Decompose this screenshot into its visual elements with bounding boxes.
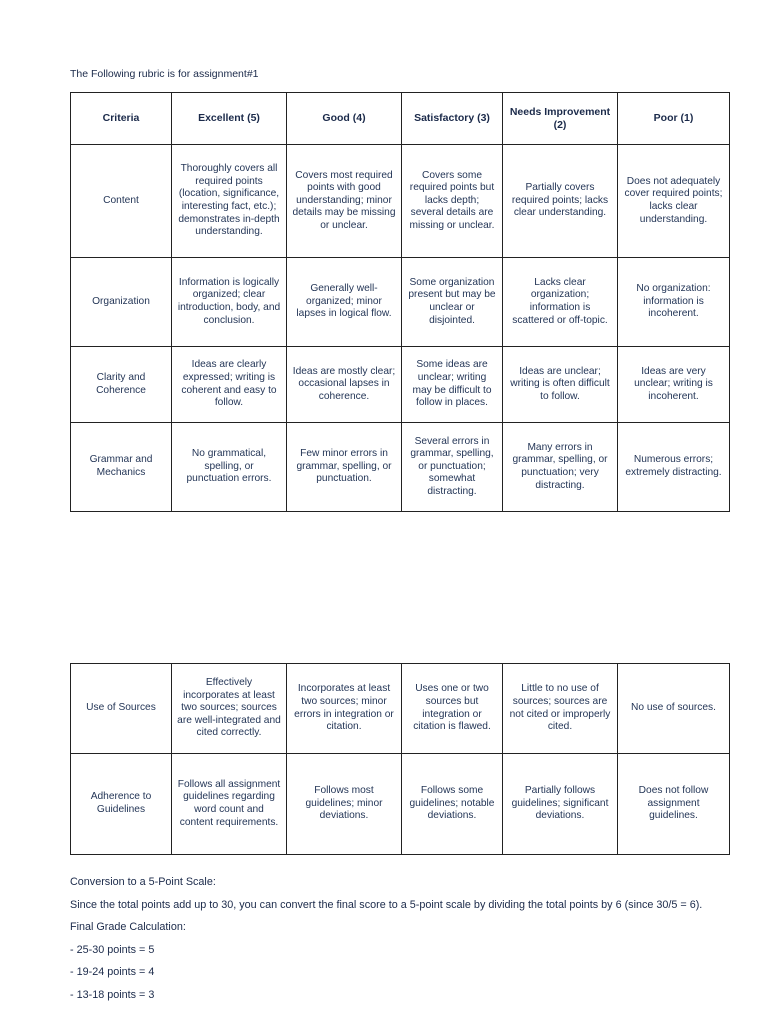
rubric-table-part-1 xyxy=(70,92,730,512)
header-good: Good (4) xyxy=(287,93,402,145)
rubric-cell: Incorporates at least two sources; minor errors in integration or citation. xyxy=(287,664,402,754)
rubric-cell: Ideas are very unclear; writing is incoherent. xyxy=(618,347,730,423)
conversion-heading: Conversion to a 5-Point Scale: xyxy=(70,876,216,888)
criterion-cell: Clarity and Coherence xyxy=(71,347,172,423)
final-grade-heading: Final Grade Calculation: xyxy=(70,921,186,933)
table-row-sources xyxy=(71,664,730,754)
rubric-cell: No use of sources. xyxy=(618,664,730,754)
rubric-cell: Many errors in grammar, spelling, or punctuation; very distracting. xyxy=(503,423,618,512)
table-row-clarity xyxy=(71,347,730,423)
rubric-cell: Effectively incorporates at least two sources; sources are well-integrated and cited correctly. xyxy=(172,664,287,754)
rubric-table-part-2 xyxy=(70,663,730,855)
rubric-cell: No organization: information is incoherent. xyxy=(618,258,730,347)
rubric-intro-text: The Following rubric is for assignment#1 xyxy=(70,68,259,80)
rubric-cell: Partially covers required points; lacks clear understanding. xyxy=(503,145,618,258)
criterion-cell: Adherence to Guidelines xyxy=(71,754,172,855)
rubric-cell: Thoroughly covers all required points (location, significance, interesting fact, etc.); demonstrates in-depth understanding. xyxy=(172,145,287,258)
grade-line: - 19-24 points = 4 xyxy=(70,966,155,978)
header-satisfactory: Satisfactory (3) xyxy=(402,93,503,145)
rubric-cell: Ideas are clearly expressed; writing is coherent and easy to follow. xyxy=(172,347,287,423)
table-row-guidelines xyxy=(71,754,730,855)
rubric-cell: Some ideas are unclear; writing may be difficult to follow in places. xyxy=(402,347,503,423)
rubric-cell: Follows most guidelines; minor deviations. xyxy=(287,754,402,855)
criterion-cell: Content xyxy=(71,145,172,258)
rubric-cell: Information is logically organized; clear introduction, body, and conclusion. xyxy=(172,258,287,347)
rubric-cell: Generally well-organized; minor lapses in logical flow. xyxy=(287,258,402,347)
criterion-cell: Organization xyxy=(71,258,172,347)
table-row-organization xyxy=(71,258,730,347)
header-criteria: Criteria xyxy=(71,93,172,145)
rubric-cell: Follows some guidelines; notable deviations. xyxy=(402,754,503,855)
rubric-cell: Some organization present but may be unclear or disjointed. xyxy=(402,258,503,347)
grading-notes xyxy=(70,876,710,1011)
rubric-cell: Partially follows guidelines; significant deviations. xyxy=(503,754,618,855)
header-row xyxy=(71,93,730,145)
criterion-cell: Use of Sources xyxy=(71,664,172,754)
rubric-cell: Uses one or two sources but integration or citation is flawed. xyxy=(402,664,503,754)
rubric-cell: Does not adequately cover required points; lacks clear understanding. xyxy=(618,145,730,258)
conversion-text: Since the total points add up to 30, you can convert the final score to a 5-point scale by dividing the total points by 6 (since 30/5 = 6). xyxy=(70,898,703,911)
rubric-cell: No grammatical, spelling, or punctuation errors. xyxy=(172,423,287,512)
rubric-cell: Follows all assignment guidelines regarding word count and content requirements. xyxy=(172,754,287,855)
header-excellent: Excellent (5) xyxy=(172,93,287,145)
grade-line: - 13-18 points = 3 xyxy=(70,988,155,1001)
grade-line: - 25-30 points = 5 xyxy=(70,943,155,956)
rubric-cell: Lacks clear organization; information is scattered or off-topic. xyxy=(503,258,618,347)
header-needs-improvement: Needs Improvement (2) xyxy=(503,93,618,145)
table-row-content xyxy=(71,145,730,258)
rubric-cell: Ideas are mostly clear; occasional lapses in coherence. xyxy=(287,347,402,423)
rubric-cell: Few minor errors in grammar, spelling, or punctuation. xyxy=(287,423,402,512)
header-poor: Poor (1) xyxy=(618,93,730,145)
rubric-cell: Numerous errors; extremely distracting. xyxy=(618,423,730,512)
rubric-cell: Covers some required points but lacks depth; several details are missing or unclear. xyxy=(402,145,503,258)
rubric-cell: Little to no use of sources; sources are not cited or improperly cited. xyxy=(503,664,618,754)
rubric-cell: Several errors in grammar, spelling, or punctuation; somewhat distracting. xyxy=(402,423,503,512)
table-row-grammar xyxy=(71,423,730,512)
rubric-cell: Does not follow assignment guidelines. xyxy=(618,754,730,855)
rubric-cell: Ideas are unclear; writing is often difficult to follow. xyxy=(503,347,618,423)
rubric-cell: Covers most required points with good understanding; minor details may be missing or unclear. xyxy=(287,145,402,258)
criterion-cell: Grammar and Mechanics xyxy=(71,423,172,512)
